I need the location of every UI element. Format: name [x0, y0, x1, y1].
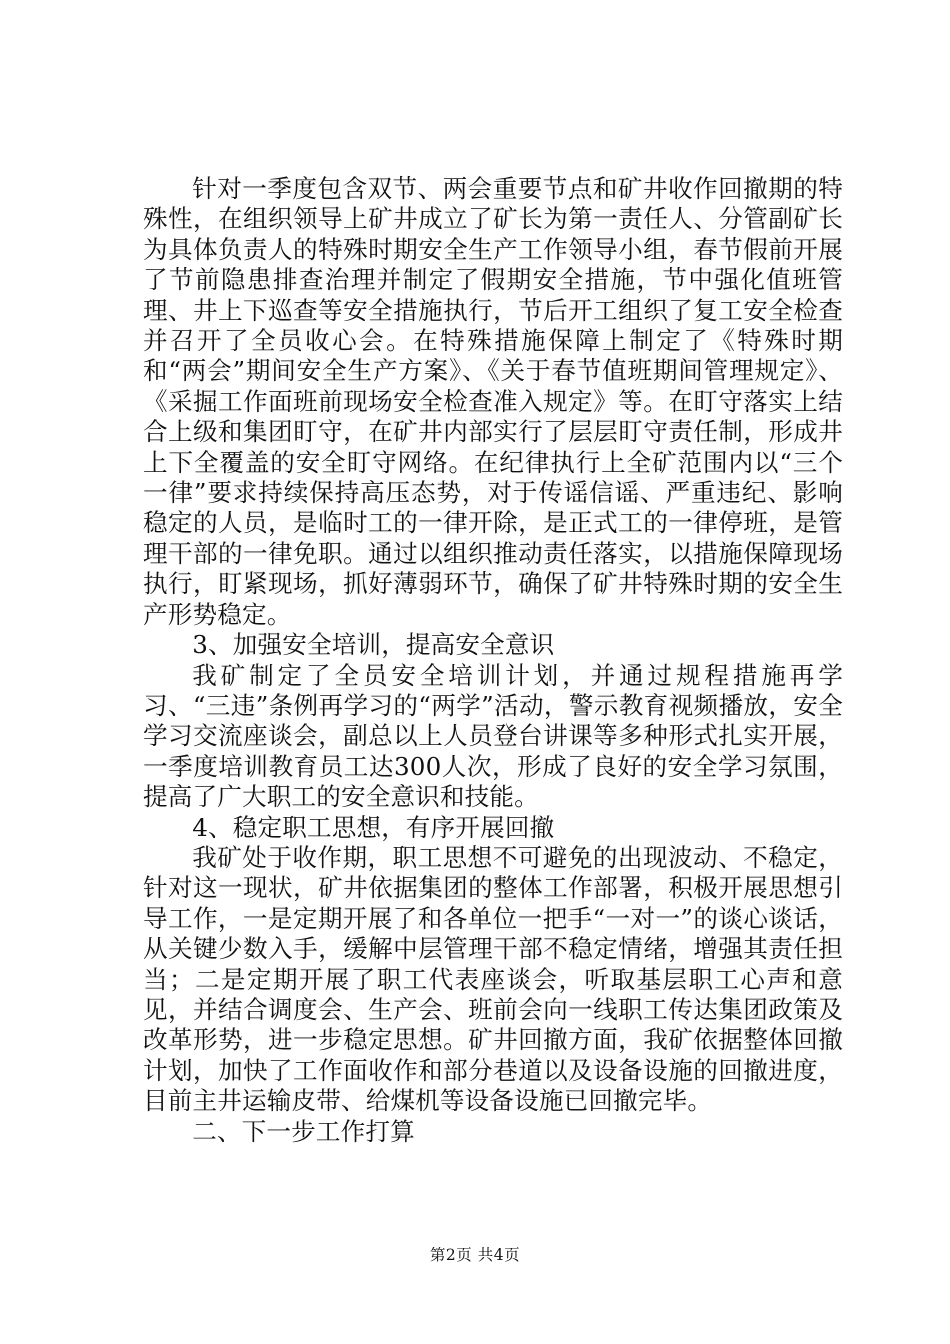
- paragraph-special-period-safety: 针对一季度包含双节、两会重要节点和矿井收作回撤期的特殊性，在组织领导上矿井成立了矿长为第一责任人、分管副矿长为具体负责人的特殊时期安全生产工作领导小组，春节假前开展了节前隐患排查治理并制定了假期安全措施，节中强化值班管理、井上下巡查等安全措施执行，节后开工组织了复工安全检查并召开了全员收心会。在特殊措施保障上制定了《特殊时期和“两会”期间安全生产方案》、《关于春节值班期间管理规定》、《采掘工作面班前现场安全检查准入规定》等。在盯守落实上结合上级和集团盯守，在矿井内部实行了层层盯守责任制，形成井上下全覆盖的安全盯守网络。在纪律执行上全矿范围内以“三个一律”要求持续保持高压态势，对于传谣信谣、严重违纪、影响稳定的人员，是临时工的一律开除，是正式工的一律停班，是管理干部的一律免职。通过以组织推动责任落实，以措施保障现场执行，盯紧现场，抓好薄弱环节，确保了矿井特殊时期的安全生产形势稳定。: [143, 174, 843, 629]
- paragraph-safety-training: 我矿制定了全员安全培训计划，并通过规程措施再学习、“三违”条例再学习的“两学”活动，警示教育视频播放，安全学习交流座谈会，副总以上人员登台讲课等多种形式扎实开展，一季度培训教育员工达300人次，形成了良好的安全学习氛围，提高了广大职工的安全意识和技能。: [143, 660, 843, 812]
- page-number-footer: 第2页 共4页: [429, 1246, 521, 1264]
- document-body: [143, 174, 843, 1147]
- section-heading-next-steps: 二、下一步工作打算: [192, 1116, 415, 1146]
- section-heading-safety-training: 3、加强安全培训，提高安全意识: [192, 630, 555, 660]
- paragraph-stabilize-workers: 我矿处于收作期，职工思想不可避免的出现波动、不稳定，针对这一现状，矿井依据集团的整体工作部署，积极开展思想引导工作，一是定期开展了和各单位一把手“一对一”的谈心谈话，从关键少数入手，缓解中层管理干部不稳定情绪，增强其责任担当；二是定期开展了职工代表座谈会，听取基层职工心声和意见，并结合调度会、生产会、班前会向一线职工传达集团政策及改革形势，进一步稳定思想。矿井回撤方面，我矿依据整体回撤计划，加快了工作面收作和部分巷道以及设备设施的回撤进度，目前主井运输皮带、给煤机等设备设施已回撤完毕。: [143, 842, 843, 1116]
- section-heading-stabilize-workers: 4、稳定职工思想，有序开展回撤: [192, 812, 555, 842]
